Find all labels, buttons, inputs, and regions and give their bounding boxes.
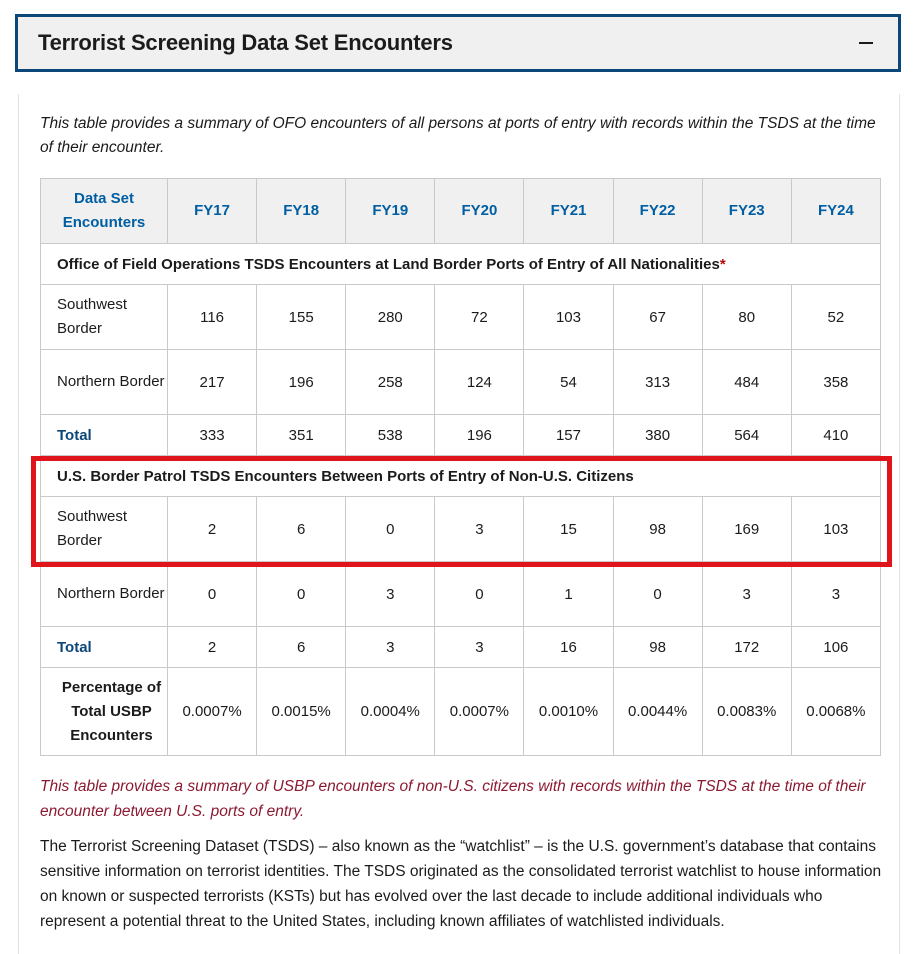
header-year: FY19 xyxy=(346,179,435,244)
table-cell: 3 xyxy=(702,562,791,627)
encounters-table xyxy=(40,178,881,756)
table-cell: 6 xyxy=(257,497,346,562)
table-cell: 196 xyxy=(435,415,524,456)
table-cell: 2 xyxy=(168,627,257,668)
table-cell: 3 xyxy=(791,562,880,627)
total-label: Total xyxy=(41,627,168,668)
table-cell: 280 xyxy=(346,285,435,350)
table-footnote: This table provides a summary of USBP encounters of non-U.S. citizens with records within the TSDS at the time of their encounter between U.S. ports of entry. xyxy=(40,778,866,820)
table-cell: 124 xyxy=(435,350,524,415)
table-cell: 0.0007% xyxy=(435,668,524,756)
table-row xyxy=(41,350,881,415)
table-header-row xyxy=(41,179,881,244)
table-cell: 0.0083% xyxy=(702,668,791,756)
table-cell: 67 xyxy=(613,285,702,350)
table-cell: 16 xyxy=(524,627,613,668)
total-label: Total xyxy=(41,415,168,456)
table-cell: 172 xyxy=(702,627,791,668)
row-label: Southwest Border xyxy=(41,285,168,350)
table-cell: 0 xyxy=(168,562,257,627)
table-cell: 538 xyxy=(346,415,435,456)
section-title-text: Office of Field Operations TSDS Encounters at Land Border Ports of Entry of All Nationalities xyxy=(57,255,720,273)
row-label: Northern Border xyxy=(41,562,168,627)
header-year: FY21 xyxy=(524,179,613,244)
body-paragraph: The Terrorist Screening Dataset (TSDS) – also known as the “watchlist” – is the U.S. government’s database that contains sensitive information on terrorist identities. The TSDS originated as the consolidated terrorist watchlist to house information on known or suspected terrorists (KSTs) but has evolved over the last decade to include additional individuals who represent a potential threat to the United States, including known affiliates of watchlisted individuals. xyxy=(40,838,882,930)
section-row-usbp xyxy=(41,456,881,497)
table-cell: 0 xyxy=(435,562,524,627)
section-title-usbp: U.S. Border Patrol TSDS Encounters Between Ports of Entry of Non-U.S. Citizens xyxy=(41,456,881,497)
table-row-percentage xyxy=(41,668,881,756)
header-data-set: Data Set Encounters xyxy=(41,179,168,244)
accordion-header[interactable] xyxy=(15,14,901,72)
table-cell: 169 xyxy=(702,497,791,562)
minus-icon[interactable] xyxy=(854,31,878,55)
table-cell: 358 xyxy=(791,350,880,415)
section-title-ofo xyxy=(41,244,881,285)
table-cell: 380 xyxy=(613,415,702,456)
table-cell: 103 xyxy=(791,497,880,562)
table-cell: 0.0015% xyxy=(257,668,346,756)
header-year: FY23 xyxy=(702,179,791,244)
row-label: Northern Border xyxy=(41,350,168,415)
table-cell: 98 xyxy=(613,627,702,668)
table-cell: 0.0007% xyxy=(168,668,257,756)
table-cell: 333 xyxy=(168,415,257,456)
table-cell: 3 xyxy=(435,627,524,668)
table-cell: 258 xyxy=(346,350,435,415)
table-cell: 564 xyxy=(702,415,791,456)
table-cell: 0.0068% xyxy=(791,668,880,756)
table-intro: This table provides a summary of OFO encounters of all persons at ports of entry with records within the TSDS at the time of their encounter. xyxy=(40,115,876,156)
table-cell: 3 xyxy=(435,497,524,562)
table-cell: 54 xyxy=(524,350,613,415)
table-cell: 80 xyxy=(702,285,791,350)
header-year: FY22 xyxy=(613,179,702,244)
header-year: FY20 xyxy=(435,179,524,244)
table-row-total xyxy=(41,415,881,456)
table-cell: 313 xyxy=(613,350,702,415)
table-cell: 98 xyxy=(613,497,702,562)
table-cell: 103 xyxy=(524,285,613,350)
header-year: FY18 xyxy=(257,179,346,244)
table-cell: 196 xyxy=(257,350,346,415)
row-label: Southwest Border xyxy=(41,497,168,562)
table-cell: 410 xyxy=(791,415,880,456)
table-row xyxy=(41,497,881,562)
table-cell: 2 xyxy=(168,497,257,562)
table-cell: 6 xyxy=(257,627,346,668)
table-cell: 116 xyxy=(168,285,257,350)
table-cell: 3 xyxy=(346,627,435,668)
table-cell: 0.0004% xyxy=(346,668,435,756)
table-cell: 0 xyxy=(257,562,346,627)
asterisk: * xyxy=(719,255,726,273)
table-cell: 351 xyxy=(257,415,346,456)
table-cell: 484 xyxy=(702,350,791,415)
section-row-ofo xyxy=(41,244,881,285)
table-row-total xyxy=(41,627,881,668)
table-cell: 0 xyxy=(613,562,702,627)
table-cell: 0.0044% xyxy=(613,668,702,756)
table-cell: 0 xyxy=(346,497,435,562)
table-row xyxy=(41,285,881,350)
table-cell: 0.0010% xyxy=(524,668,613,756)
table-cell: 1 xyxy=(524,562,613,627)
header-year: FY17 xyxy=(168,179,257,244)
percentage-label: Percentage of Total USBP Encounters xyxy=(41,668,168,756)
table-cell: 15 xyxy=(524,497,613,562)
table-cell: 157 xyxy=(524,415,613,456)
table-cell: 217 xyxy=(168,350,257,415)
table-row xyxy=(41,562,881,627)
header-year: FY24 xyxy=(791,179,880,244)
table-cell: 106 xyxy=(791,627,880,668)
accordion-title: Terrorist Screening Data Set Encounters xyxy=(38,30,453,55)
table-cell: 3 xyxy=(346,562,435,627)
table-cell: 52 xyxy=(791,285,880,350)
table-cell: 155 xyxy=(257,285,346,350)
table-cell: 72 xyxy=(435,285,524,350)
